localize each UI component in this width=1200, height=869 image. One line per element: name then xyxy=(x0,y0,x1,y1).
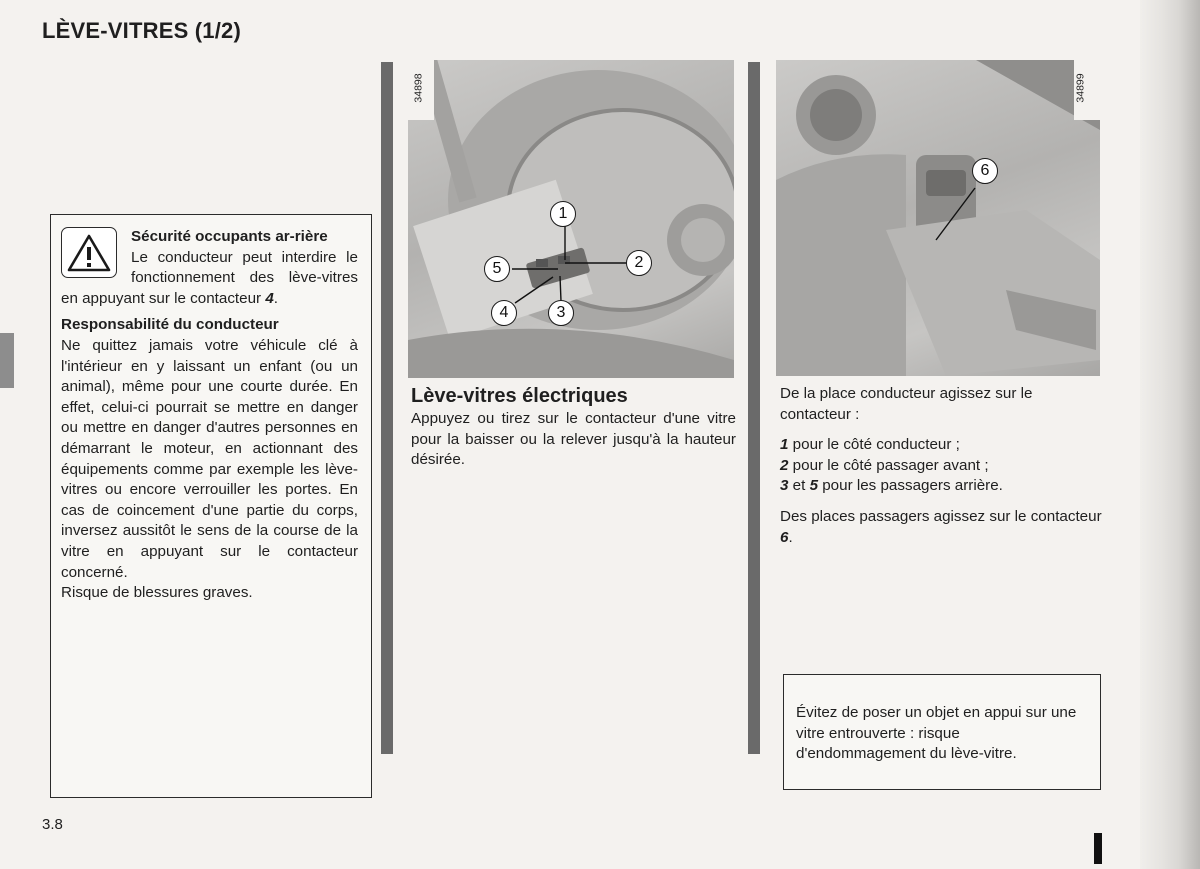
column-divider-right xyxy=(748,62,760,754)
warning-triangle-icon xyxy=(61,227,117,278)
safety-warning-box xyxy=(50,214,372,798)
note-text: Évitez de poser un objet en appui sur une vitre entrouverte : risque d'endommagement du lève-vitre. xyxy=(796,704,1077,763)
warning-heading: Sécurité occupants ar-rière xyxy=(131,228,328,245)
callout-4: 4 xyxy=(491,300,517,326)
callout-6: 6 xyxy=(972,158,998,184)
photo-door-controls-dashboard xyxy=(408,60,734,378)
warning-intro: Le conducteur peut interdire le fonctionnement des lève-vitres en appuyant sur le contacteur 4. xyxy=(61,248,358,307)
passenger-controls-text: Des places passagers agissez sur le contacteur 6. xyxy=(780,507,1102,546)
warning-subheading: Responsabilité du conducteur xyxy=(61,316,279,334)
figure-ref-number: 34898 xyxy=(412,73,425,103)
list-item: 1 pour le côté conducteur ; xyxy=(780,436,960,454)
warning-body: Ne quittez jamais votre véhicule clé à l'intérieur en y laissant un enfant (ou un animal), même pour une courte durée. En effet, celui-ci pourrait se mettre en danger ou mettre en danger d'autres personnes en démarrant le moteur, en actionnant des équipements comme par exemple les lève-vitres ou encore verrouiller les portes. En cas de coincement d'une partie du corps, inversez aussitôt le sens de la course de la vitre en appuyant sur le contacteur concerné. xyxy=(61,336,358,581)
section-tab-marker xyxy=(0,333,14,388)
list-item: 3 et 5 pour les passagers arrière. xyxy=(780,477,1003,495)
callout-3: 3 xyxy=(548,300,574,326)
page-edge-marker xyxy=(1094,833,1102,864)
callout-2: 2 xyxy=(626,250,652,276)
section-heading: Lève-vitres électriques xyxy=(411,385,628,407)
page-title: LÈVE-VITRES (1/2) xyxy=(42,18,241,43)
figure-ref-number: 34899 xyxy=(1074,73,1087,103)
column-divider-left xyxy=(381,62,393,754)
controls-list xyxy=(780,435,1102,497)
page-number: 3.8 xyxy=(42,816,63,833)
callout-5: 5 xyxy=(484,256,510,282)
right-column-text xyxy=(780,384,1102,558)
list-item: 2 pour le côté passager avant ; xyxy=(780,456,989,474)
callout-1: 1 xyxy=(550,201,576,227)
section-body: Appuyez ou tirez sur le contacteur d'une vitre pour la baisser ou la relever jusqu'à la hauteur désirée. xyxy=(411,410,736,469)
controls-intro: De la place conducteur agissez sur le contacteur : xyxy=(780,385,1033,423)
photo-rear-door-control xyxy=(776,60,1100,376)
note-box xyxy=(783,674,1101,790)
warning-closing: Risque de blessures graves. xyxy=(61,584,253,602)
page-edge-shadow xyxy=(1140,0,1200,869)
